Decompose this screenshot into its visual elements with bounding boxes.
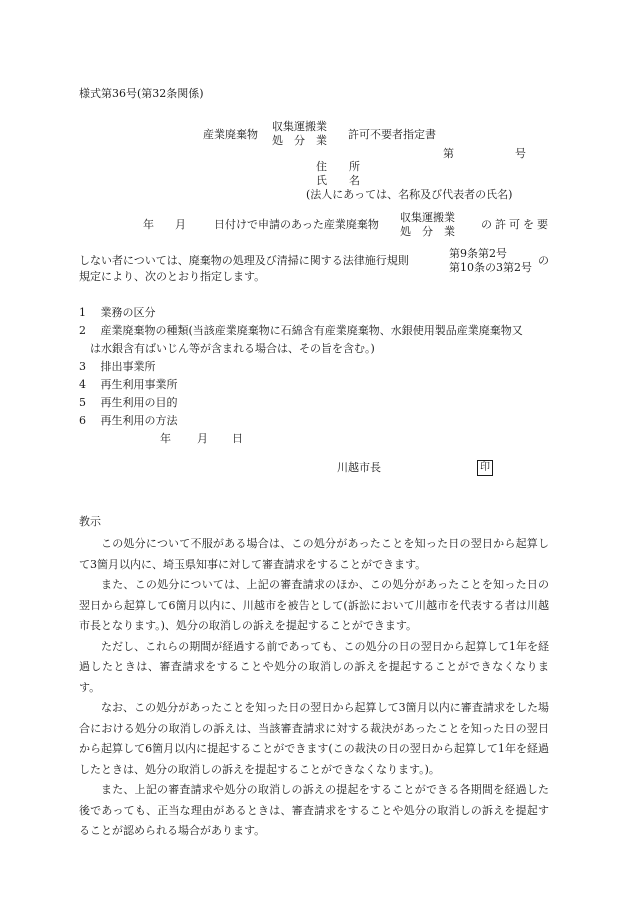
notice-paragraph: ただし、これらの期間が経過する前であっても、この処分の日の翌日から起算して1年を経過したときは、審査請求をすることや処分の取消しの訴えを提起することができなくなります。 <box>79 639 549 694</box>
list-item: 3 排出事業所 <box>79 360 156 373</box>
name-label: 氏 名 <box>316 174 360 187</box>
notice-body <box>79 534 549 842</box>
number-suffix: 号 <box>515 147 526 160</box>
line2-stack <box>449 247 532 275</box>
title-left: 産業廃棄物 <box>203 128 258 141</box>
notice-heading: 教示 <box>79 515 101 528</box>
date-year: 年 <box>143 218 154 231</box>
seal-mark: 印 <box>477 460 493 476</box>
list-item: 2 産業廃棄物の種類(当該産業廃棄物に石綿含有産業廃棄物、水銀使用製品産業廃棄物又 <box>79 324 523 337</box>
sign-year: 年 <box>160 432 171 445</box>
line1-text: 日付けで申請のあった産業廃棄物 <box>214 218 379 231</box>
address-label: 住 所 <box>316 160 360 173</box>
line2-stack-bottom: 第10条の3第2号 <box>449 261 532 274</box>
corporation-note: (法人にあっては、名称及び代表者の氏名) <box>306 188 513 201</box>
line1-stack-bottom: 処 分 業 <box>400 225 455 238</box>
notice-paragraph: なお、この処分があったことを知った日の翌日から起算して3箇月以内に審査請求をした場合における処分の取消しの訴えは、当該審査請求に対する裁決があったことを知った日の翌日から起算して6箇月以内に提起することができます(この裁決の日の翌日から起算して1年を経過したときは、処分の取消しの訴えを提起することができなくなります。)。 <box>79 701 549 776</box>
title-stack-bottom: 処 分 業 <box>272 134 327 147</box>
date-month: 月 <box>175 218 186 231</box>
list-item-continued: は水銀含有ばいじん等が含まれる場合は、その旨を含む。) <box>90 342 375 355</box>
list-item: 5 再生利用の目的 <box>79 396 178 409</box>
list-item: 1 業務の区分 <box>79 306 156 319</box>
list-item: 4 再生利用事業所 <box>79 378 178 391</box>
title-right: 許可不要者指定書 <box>348 128 436 141</box>
number-prefix: 第 <box>443 147 454 160</box>
sign-month: 月 <box>197 432 208 445</box>
line2-stack-top: 第9条第2号 <box>449 247 507 260</box>
notice-paragraph: この処分について不服がある場合は、この処分があったことを知った日の翌日から起算して3箇月以内に、埼玉県知事に対して審査請求をすることができます。 <box>79 537 549 571</box>
line2-end: の <box>538 254 549 267</box>
line1-end: の許可を要 <box>481 218 551 231</box>
list-item: 6 再生利用の方法 <box>79 414 178 427</box>
line1-stack-top: 収集運搬業 <box>400 211 455 224</box>
notice-paragraph: また、上記の審査請求や処分の取消しの訴えの提起をすることができる各期間を経過した後であっても、正当な理由があるときは、審査請求をすることや処分の取消しの訴えを提起することが認められる場合があります。 <box>79 783 549 837</box>
sign-day: 日 <box>232 432 243 445</box>
line2-text: しない者については、廃棄物の処理及び清掃に関する法律施行規則 <box>79 254 409 267</box>
form-number: 様式第36号(第32条関係) <box>79 87 204 100</box>
mayor-title: 川越市長 <box>337 461 381 474</box>
notice-paragraph: また、この処分については、上記の審査請求のほか、この処分があったことを知った日の翌日から起算して6箇月以内に、川越市を被告として(訴訟において川越市を代表する者は川越市長となります。)、処分の取消しの訴えを提起することができます。 <box>79 578 549 632</box>
line1-stack <box>400 211 455 239</box>
title-stack <box>272 120 327 148</box>
title-stack-top: 収集運搬業 <box>272 120 327 133</box>
line3-text: 規定により、次のとおり指定します。 <box>79 270 266 283</box>
